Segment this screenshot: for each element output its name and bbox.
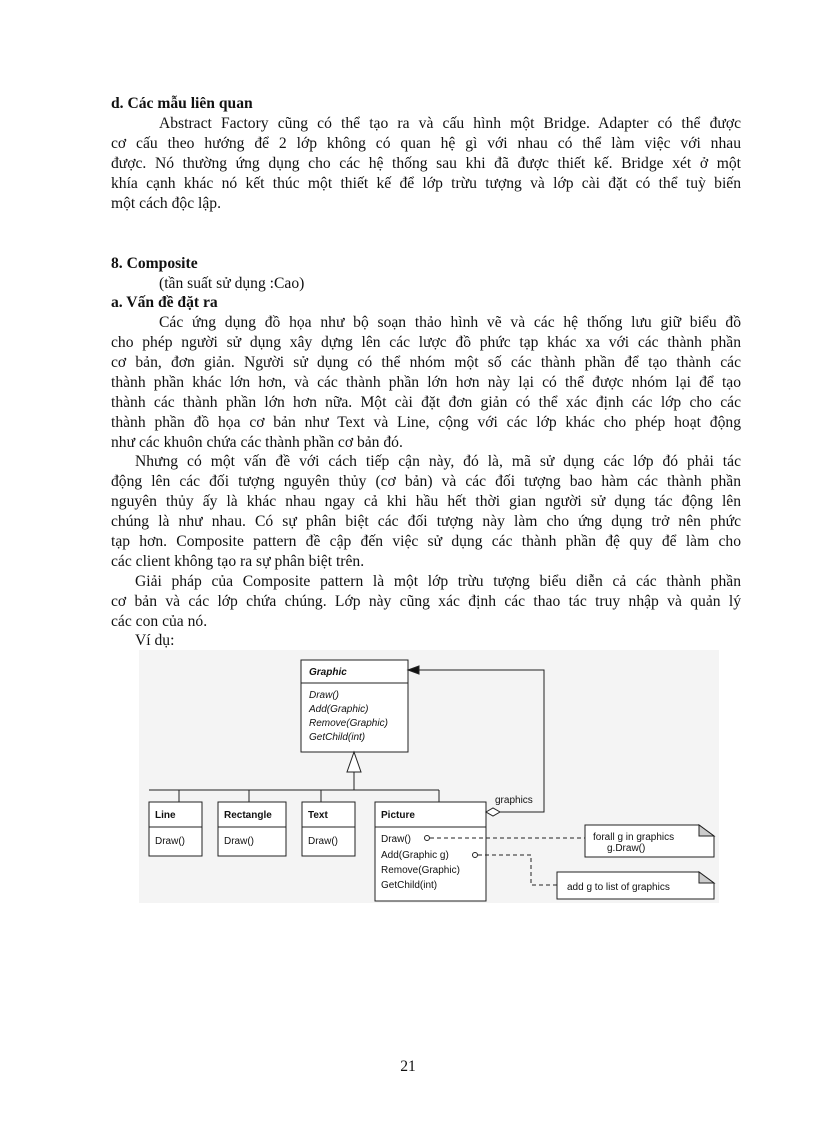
note-draw-text: g.Draw() xyxy=(607,843,646,854)
association-label: graphics xyxy=(495,795,533,806)
example-label: Ví dụ: xyxy=(135,632,175,649)
line-method: Draw() xyxy=(155,836,185,847)
aggregation-diamond xyxy=(486,808,500,816)
note-draw-text: forall g in graphics xyxy=(593,832,675,843)
inheritance-triangle xyxy=(347,752,361,772)
graphic-method: Remove(Graphic) xyxy=(309,718,388,729)
graphic-method: Add(Graphic) xyxy=(309,704,369,715)
page-number: 21 xyxy=(400,1058,416,1075)
paragraph-line: thành các thành phần lớn hơn nữa. Một cài đặt đơn giản có thể xác định các lớp cho các xyxy=(111,394,741,411)
graphic-method: Draw() xyxy=(309,690,339,701)
paragraph-line: khía cạnh khác nó kết thúc một thiết kế để lớp trừu tượng và lớp cài đặt có thể tuỳ biến xyxy=(111,175,741,192)
composite-uml-diagram xyxy=(139,650,719,903)
paragraph-line: một cách độc lập. xyxy=(111,195,221,212)
picture-method: GetChild(int) xyxy=(381,880,438,891)
paragraph-line: như các khuôn chứa các thành phần cơ bản đó. xyxy=(111,434,403,451)
text-method: Draw() xyxy=(308,836,338,847)
picture-method: Add(Graphic g) xyxy=(381,850,449,861)
rectangle-method: Draw() xyxy=(224,836,254,847)
picture-method: Draw() xyxy=(381,834,411,845)
association-arrowhead xyxy=(408,666,419,674)
rectangle-class-name: Rectangle xyxy=(224,810,272,821)
line-class-name: Line xyxy=(155,810,176,821)
paragraph-line: thành phần khác lớn hơn, và các thành phần lớn hơn này lại có thể được nhóm lại để tạo xyxy=(111,374,741,391)
section-d-heading: d. Các mẫu liên quan xyxy=(111,95,253,112)
paragraph-line: nguyên thủy ấy là khác nhau ngay cả khi hầu hết thời gian người sử dụng tác động lên xyxy=(111,493,741,510)
paragraph-line: thành phần đồ họa cơ bản như Text và Line, cộng với các lớp khác cho phép hoạt động xyxy=(111,414,741,431)
paragraph-line: cơ cấu theo hướng để 2 lớp không có quan hệ gì với nhau có thể làm việc với nhau xyxy=(111,135,741,152)
text-class-name: Text xyxy=(308,810,328,821)
section-8-heading: 8. Composite xyxy=(111,255,198,272)
sub-heading-a: a. Vấn đề đặt ra xyxy=(111,294,218,311)
paragraph-line: Giải pháp của Composite pattern là một lớp trừu tượng biểu diễn cả các thành phần xyxy=(135,573,741,590)
paragraph-line: Nhưng có một vấn đề với cách tiếp cận này, đó là, mã sử dụng các lớp đó phải tác xyxy=(135,453,741,470)
paragraph-line: Các ứng dụng đồ họa như bộ soạn thảo hình vẽ và các hệ thống lưu giữ biểu đồ xyxy=(159,314,741,331)
paragraph-line: cho phép người sử dụng xây dựng lên các lược đồ phức tạp khác xa với các thành phần xyxy=(111,334,741,351)
graphics-association-line xyxy=(415,670,544,812)
picture-class-name: Picture xyxy=(381,810,415,821)
paragraph-line: các client không tạo ra sự phân biệt trên. xyxy=(111,553,365,570)
paragraph-line: chúng là như nhau. Có sự phân biệt các đối tượng này làm cho ứng dụng trở nên phức xyxy=(111,513,741,530)
note-add-text: add g to list of graphics xyxy=(567,882,670,893)
paragraph-line: cơ bản, đơn giản. Người sử dụng có thể nhóm một số các thành phần để tạo thành các xyxy=(111,354,741,371)
graphic-class-name: Graphic xyxy=(309,667,347,678)
paragraph-line: động lên các đối tượng nguyên thủy (cơ bản) và các đối tượng bao hàm các thành phần xyxy=(111,473,741,490)
paragraph-line: cơ bản và các lớp chứa chúng. Lớp này cũng xác định các thao tác truy nhập và quản lý xyxy=(111,593,741,610)
graphic-method: GetChild(int) xyxy=(309,732,366,743)
frequency-note: (tần suất sử dụng :Cao) xyxy=(159,275,305,292)
paragraph-line: các con của nó. xyxy=(111,613,208,630)
paragraph-line: được. Nó thường ứng dụng cho các hệ thống sau khi đã được thiết kế. Bridge xét ở một xyxy=(111,155,741,172)
paragraph-line: tạp hơn. Composite pattern đề cập đến việc sử dụng các thành phần đệ quy để làm cho xyxy=(111,533,741,550)
paragraph-line: Abstract Factory cũng có thể tạo ra và cấu hình một Bridge. Adapter có thể được xyxy=(159,115,741,132)
picture-method: Remove(Graphic) xyxy=(381,865,460,876)
